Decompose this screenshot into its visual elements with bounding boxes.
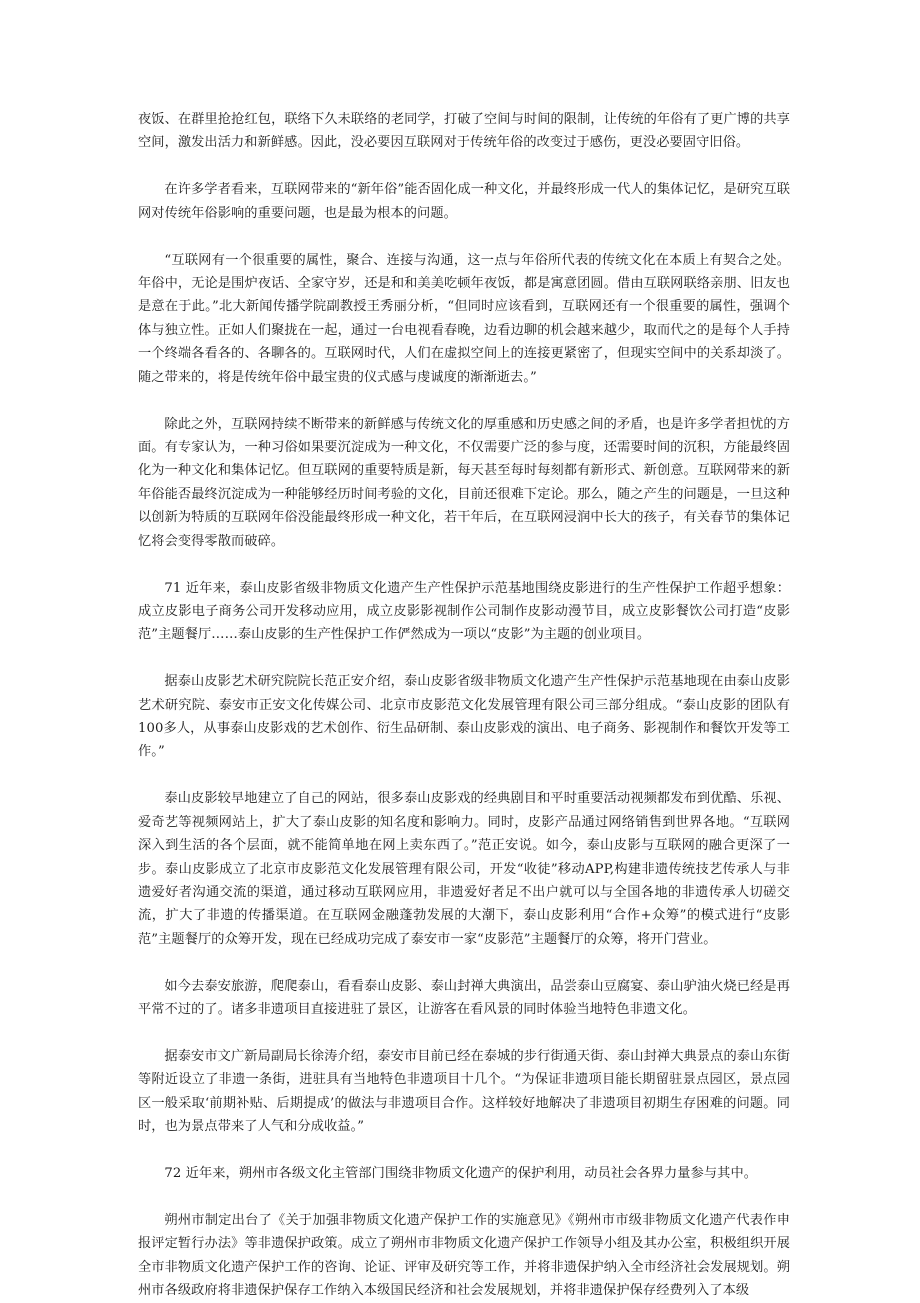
paragraph-item-71: 71 近年来，泰山皮影省级非物质文化遗产生产性保护示范基地围绕皮影进行的生产性保护工作超乎想象：成立皮影电子商务公司开发移动应用，成立皮影影视制作公司制作皮影动漫节目，成立皮影餐饮公司打造“皮影范”主题餐厅……泰山皮影的生产性保护工作俨然成为一项以“皮影”为主题的创业项目。 <box>138 580 790 643</box>
document-body <box>138 108 790 1303</box>
paragraph-taian-tourism: 如今去泰安旅游，爬爬泰山，看看泰山皮影、泰山封禅大典演出，品尝泰山豆腐宴、泰山驴油火烧已经是再平常不过的了。诸多非遗项目直接进驻了景区，让游客在看风景的同时体验当地特色非遗文化。 <box>138 978 790 1018</box>
paragraph-shuozhou-policy: 朔州市制定出台了《关于加强非物质文化遗产保护工作的实施意见》《朔州市市级非物质文化遗产代表作申报评定暂行办法》等非遗保护政策。成立了朔州市非物质文化遗产保护工作领导小组及其办公室，积极组织开展全市非物质文化遗产保护工作的咨询、论证、评审及研究等工作，并将非遗保护纳入全市经济社会发展规划。朔州市各级政府将非遗保护保存工作纳入本级国民经济和社会发展规划，并将非遗保护保存经费列入了本级 <box>138 1213 790 1299</box>
paragraph-scholar-concerns: 除此之外，互联网持续不断带来的新鲜感与传统文化的厚重感和历史感之间的矛盾，也是许多学者担忧的方面。有专家认为，一种习俗如果要沉淀成为一种文化，不仅需要广泛的参与度，还需要时间的沉积，方能最终固化为一种文化和集体记忆。但互联网的重要特质是新，每天甚至每时每刻都有新形式、新创意。互联网带来的新年俗能否最终沉淀成为一种能够经历时间考验的文化，目前还很难下定论。那么，随之产生的问题是，一旦这种以创新为特质的互联网年俗没能最终形成一种文化，若干年后，在互联网浸润中长大的孩子，有关春节的集体记忆将会变得零散而破碎。 <box>138 416 790 549</box>
paragraph-quote-wang-xiuli: “互联网有一个很重要的属性，聚合、连接与沟通，这一点与年俗所代表的传统文化在本质上有契合之处。年俗中，无论是围炉夜话、全家守岁，还是和和美美吃顿年夜饭，都是寓意团圆。借由互联网联络亲朋、旧友也是意在于此。”北大新闻传播学院副教授王秀丽分析，“但同时应该看到，互联网还有一个很重要的属性，强调个体与独立性。正如人们聚拢在一起，通过一台电视看春晚，边看边聊的机会越来越少，取而代之的是每个人手持一个终端各看各的、各聊各的。互联网时代，人们在虚拟空间上的连接更紧密了，但现实空间中的关系却淡了。随之带来的，将是传统年俗中最宝贵的仪式感与虔诚度的渐渐逝去。” <box>138 252 790 385</box>
paragraph-continuation: 夜饭、在群里抢抢红包，联络下久未联络的老同学，打破了空间与时间的限制，让传统的年俗有了更广博的共享空间，激发出活力和新鲜感。因此，没必要因互联网对于传统年俗的改变过于感伤，更没必要固守旧俗。 <box>138 112 790 151</box>
paragraph-shadow-play-internet: 泰山皮影较早地建立了自己的网站，很多泰山皮影戏的经典剧目和平时重要活动视频都发布到优酷、乐视、爱奇艺等视频网站上，扩大了泰山皮影的知名度和影响力。同时，皮影产品通过网络销售到世界各地。“互联网深入到生活的各个层面，就不能简单地在网上卖东西了。”范正安说。如今，泰山皮影与互联网的融合更深了一步。泰山皮影成立了北京市皮影范文化发展管理有限公司，开发“收徒”移动APP,构建非遗传统技艺传承人与非遗爱好者沟通交流的渠道，通过移动互联网应用，非遗爱好者足不出户就可以与全国各地的非遗传承人切磋交流，扩大了非遗的传播渠道。在互联网金融蓬勃发展的大潮下，泰山皮影利用“合作+众筹”的模式进行“皮影范”主题餐厅的众筹开发，现在已经成功完成了泰安市一家“皮影范”主题餐厅的众筹，将开门营业。 <box>138 791 790 947</box>
paragraph-xu-tao-intro: 据泰安市文广新局副局长徐涛介绍，泰安市目前已经在泰城的步行街通天街、泰山封禅大典景点的泰山东街等附近设立了非遗一条街，进驻具有当地特色非遗项目十几个。“为保证非遗项目能长期留驻景点园区，景点园区一般采取‘前期补贴、后期提成’的做法与非遗项目合作。这样较好地解决了非遗项目初期生存困难的问题。同时，也为景点带来了人气和分成收益。” <box>138 1049 790 1135</box>
paragraph-fan-zhengan-intro: 据泰山皮影艺术研究院院长范正安介绍，泰山皮影省级非物质文化遗产生产性保护示范基地现在由泰山皮影艺术研究院、泰安市正安文化传媒公司、北京市皮影范文化发展管理有限公司三部分组成。“泰山皮影的团队有100多人，从事泰山皮影戏的艺术创作、衍生品研制、泰山皮影戏的演出、电子商务、影视制作和餐饮开发等工作。” <box>138 674 790 760</box>
paragraph-new-folk-customs: 在许多学者看来，互联网带来的“新年俗”能否固化成一种文化，并最终形成一代人的集体记忆，是研究互联网对传统年俗影响的重要问题，也是最为根本的问题。 <box>138 182 790 221</box>
paragraph-item-72: 72 近年来，朔州市各级文化主管部门围绕非物质文化遗产的保护利用，动员社会各界力量参与其中。 <box>164 1166 758 1182</box>
